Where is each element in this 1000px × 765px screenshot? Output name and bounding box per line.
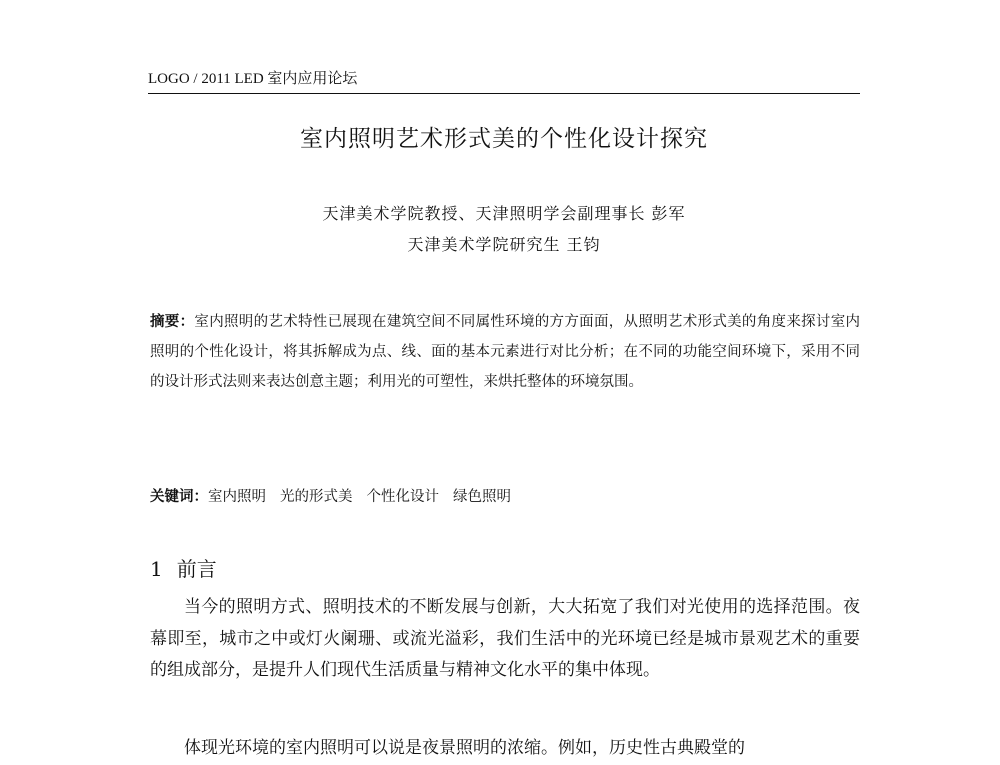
section-title: 前言 [176,557,217,581]
keyword: 室内照明 [208,489,266,505]
author-line-1: 天津美术学院教授、天津照明学会副理事长 彭军 [322,204,686,223]
paper-title: 室内照明艺术形式美的个性化设计探究 [300,126,708,152]
abstract [150,307,860,397]
running-header: LOGO / 2011 LED 室内应用论坛 [148,71,358,87]
section-heading [150,555,217,583]
author-line-2: 天津美术学院研究生 王钧 [407,235,601,254]
section-number: 1 [150,557,163,581]
keyword: 个性化设计 [366,489,439,505]
body-paragraph: 当今的照明方式、照明技术的不断发展与创新，大大拓宽了我们对光使用的选择范围。夜幕即至，城市之中或灯火阑珊、或流光溢彩，我们生活中的光环境已经是城市景观艺术的重要的组成部分，是提升人们现代生活质量与精神文化水平的集中体现。 [150,597,860,680]
abstract-label: 摘要： [150,313,195,330]
header-rule [148,93,860,94]
abstract-text: 室内照明的艺术特性已展现在建筑空间不同属性环境的方方面面，从照明艺术形式美的角度来探讨室内照明的个性化设计，将其拆解成为点、线、面的基本元素进行对比分析；在不同的功能空间环境下，采用不同的设计形式法则来表达创意主题；利用光的可塑性，来烘托整体的环境氛围。 [150,314,861,390]
body-paragraph: 体现光环境的室内照明可以说是夜景照明的浓缩。例如，历史性古典殿堂的 [184,738,745,758]
keyword: 光的形式美 [280,489,353,505]
keywords-label: 关键词： [150,488,208,505]
keywords [150,486,860,508]
keyword: 绿色照明 [453,489,511,505]
